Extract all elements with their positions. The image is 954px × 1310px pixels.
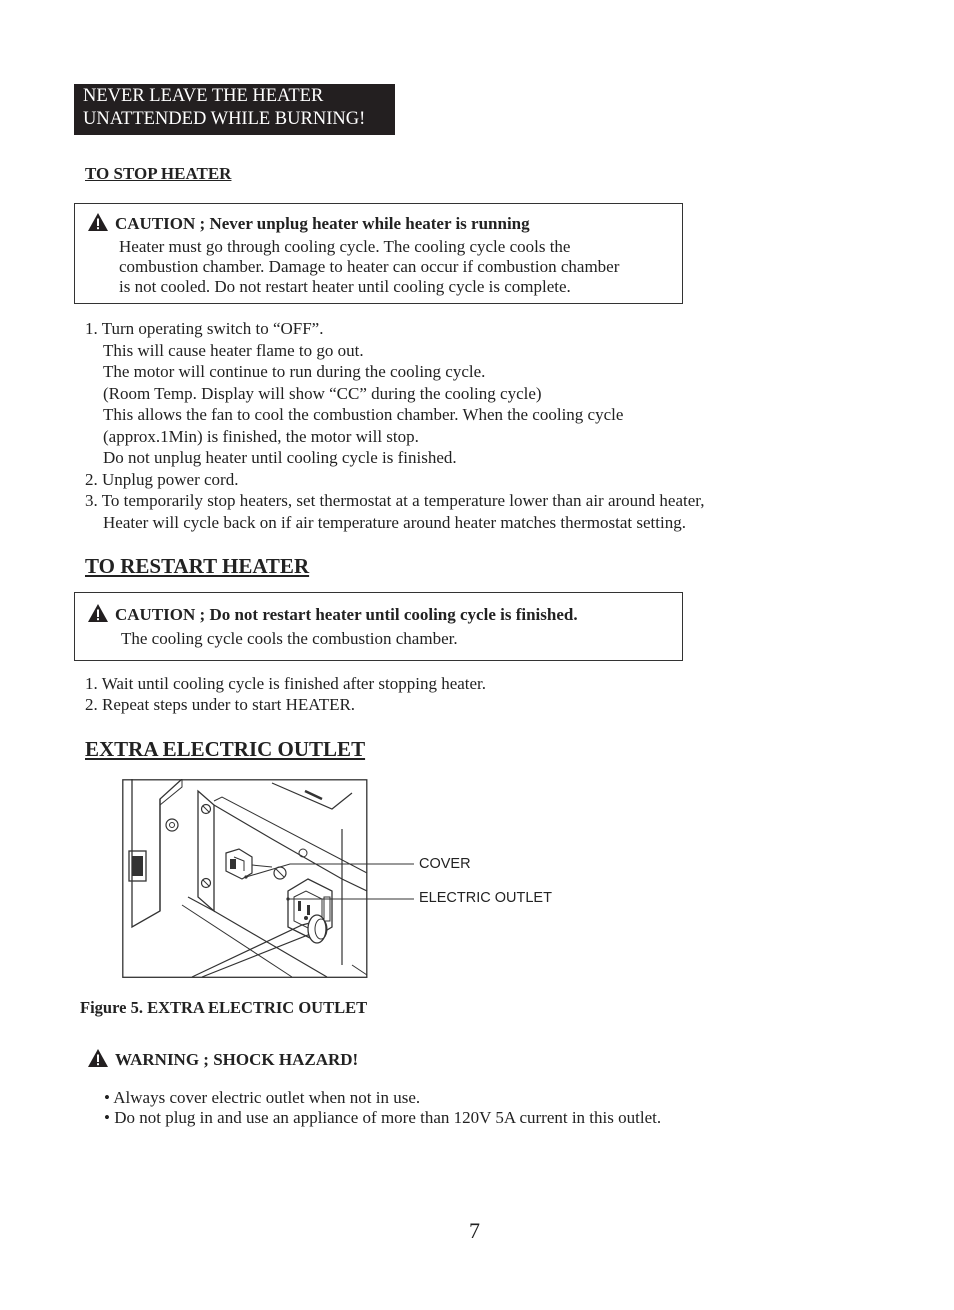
warning-banner	[74, 84, 395, 135]
warning-triangle-icon	[87, 212, 109, 232]
restart-caution-line: The cooling cycle cools the combustion chamber.	[121, 629, 458, 648]
shock-warning-title: WARNING ; SHOCK HAZARD!	[115, 1050, 359, 1069]
stop-caution-title: CAUTION ; Never unplug heater while heater is running	[115, 214, 530, 233]
stop-step: This allows the fan to cool the combustion chamber. When the cooling cycle	[103, 405, 624, 424]
restart-caution-box	[74, 592, 683, 661]
callout-cover: COVER	[419, 856, 471, 872]
stop-caution-box	[74, 203, 683, 304]
restart-step: 2. Repeat steps under to start HEATER.	[85, 695, 356, 714]
stop-step: Do not unplug heater until cooling cycle is finished.	[103, 448, 457, 467]
stop-caution-line: is not cooled. Do not restart heater until cooling cycle is complete.	[119, 277, 571, 296]
stop-caution-title-row	[87, 212, 530, 234]
stop-step: (Room Temp. Display will show “CC” during the cooling cycle)	[103, 384, 542, 403]
restart-caution-title: CAUTION ; Do not restart heater until cooling cycle is finished.	[115, 605, 578, 624]
stop-caution-line: combustion chamber. Damage to heater can occur if combustion chamber	[119, 257, 620, 276]
banner-line-1: NEVER LEAVE THE HEATER	[83, 86, 324, 106]
stop-step: This will cause heater flame to go out.	[103, 341, 364, 360]
stop-step: 3. To temporarily stop heaters, set thermostat at a temperature lower than air around heater,	[85, 491, 705, 510]
shock-warning-row	[87, 1048, 358, 1070]
stop-step: 2. Unplug power cord.	[85, 470, 239, 489]
banner-line-2: UNATTENDED WHILE BURNING!	[83, 109, 366, 129]
restart-step: 1. Wait until cooling cycle is finished after stopping heater.	[85, 674, 487, 693]
stop-heater-heading: TO STOP HEATER	[85, 164, 232, 183]
stop-step: The motor will continue to run during the cooling cycle.	[103, 362, 486, 381]
stop-step: Heater will cycle back on if air temperature around heater matches thermostat setting.	[103, 513, 686, 532]
figure-caption: Figure 5. EXTRA ELECTRIC OUTLET	[80, 998, 368, 1017]
warning-bullet: • Always cover electric outlet when not in use.	[104, 1088, 421, 1107]
stop-step: 1. Turn operating switch to “OFF”.	[85, 319, 324, 338]
stop-caution-line: Heater must go through cooling cycle. The cooling cycle cools the	[119, 237, 571, 256]
restart-heater-heading: TO RESTART HEATER	[85, 554, 310, 578]
extra-outlet-heading: EXTRA ELECTRIC OUTLET	[85, 737, 366, 761]
warning-triangle-icon	[87, 1048, 109, 1068]
page-number: 7	[469, 1218, 480, 1243]
restart-caution-title-row	[87, 603, 578, 625]
stop-step: (approx.1Min) is finished, the motor will stop.	[103, 427, 419, 446]
callout-electric-outlet: ELECTRIC OUTLET	[419, 890, 552, 906]
warning-bullet: • Do not plug in and use an appliance of more than 120V 5A current in this outlet.	[104, 1108, 662, 1127]
warning-triangle-icon	[87, 603, 109, 623]
callout-lines	[240, 855, 420, 915]
